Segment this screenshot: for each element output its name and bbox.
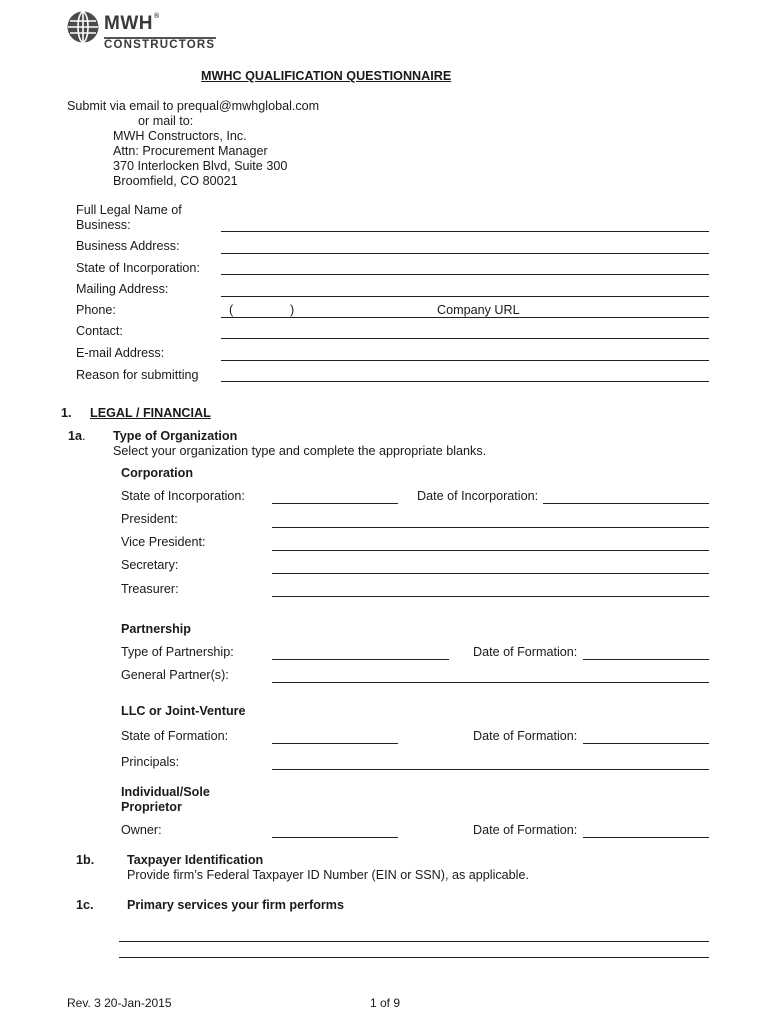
state-of-incorporation-label: State of Incorporation: [76,261,200,275]
corporation-heading: Corporation [121,466,194,480]
contact-field[interactable] [221,338,709,339]
question-number: 1b. [76,853,95,867]
partnership-type-label: Type of Partnership: [121,645,234,659]
reason-field[interactable] [221,381,709,382]
mailing-address-line: 370 Interlocken Blvd, Suite 300 [113,159,288,173]
page-title: MWHC QUALIFICATION QUESTIONNAIRE [201,69,452,83]
question-number [68,429,86,443]
llc-principals-label: Principals: [121,755,180,769]
full-legal-name-field[interactable] [221,231,709,232]
llc-date-label: Date of Formation: [473,729,578,743]
page-number: 1 of 9 [370,996,401,1010]
individual-owner-field[interactable] [272,837,398,838]
partnership-date-field[interactable] [583,659,709,660]
corp-vice-president-label: Vice President: [121,535,206,549]
individual-date-label: Date of Formation: [473,823,578,837]
state-of-incorporation-field[interactable] [221,274,709,275]
mailing-address-field[interactable] [221,296,709,297]
question-number: 1c. [76,898,94,912]
mailing-address-line: Attn: Procurement Manager [113,144,268,158]
phone-area-code-close: ) [290,303,295,317]
section-number: 1. [61,406,72,420]
revision-date: Rev. 3 20-Jan-2015 [67,996,172,1010]
llc-state-label: State of Formation: [121,729,229,743]
corp-secretary-field[interactable] [272,573,709,574]
email-label: E-mail Address: [76,346,165,360]
corp-treasurer-field[interactable] [272,596,709,597]
question-title: Taxpayer Identification [127,853,264,867]
corp-state-field[interactable] [272,503,398,504]
question-title: Primary services your firm performs [127,898,344,912]
individual-heading: Individual/Sole [121,785,210,799]
llc-state-field[interactable] [272,743,398,744]
phone-label: Phone: [76,303,116,317]
question-instruction: Select your organization type and complete the appropriate blanks. [113,444,487,458]
business-address-label: Business Address: [76,239,180,253]
corp-date-label: Date of Incorporation: [417,489,539,503]
services-answer-line[interactable] [119,941,709,942]
business-address-field[interactable] [221,253,709,254]
contact-label: Contact: [76,324,123,338]
mail-instruction: or mail to: [138,114,194,128]
partnership-date-label: Date of Formation: [473,645,578,659]
partnership-type-field[interactable] [272,659,449,660]
question-number-text: 1a [68,429,83,443]
individual-owner-label: Owner: [121,823,162,837]
reason-label: Reason for submitting [76,368,199,382]
corp-date-field[interactable] [543,503,709,504]
llc-date-field[interactable] [583,743,709,744]
full-legal-name-label: Full Legal Name of [76,203,182,217]
corp-secretary-label: Secretary: [121,558,179,572]
llc-heading: LLC or Joint-Venture [121,704,246,718]
email-field[interactable] [221,360,709,361]
logo-registered-mark: ® [153,13,160,20]
corp-president-field[interactable] [272,527,709,528]
phone-area-code-open: ( [229,303,234,317]
question-number-dot: . [82,429,86,443]
individual-heading-cont: Proprietor [121,800,182,814]
question-instruction: Provide firm’s Federal Taxpayer ID Number (EIN or SSN), as applicable. [127,868,529,882]
globe-logo-icon [66,10,100,44]
mailing-address-label: Mailing Address: [76,282,169,296]
corp-state-label: State of Incorporation: [121,489,245,503]
partnership-partners-field[interactable] [272,682,709,683]
logo-name: MWH [104,13,153,34]
section-title: LEGAL / FINANCIAL [90,406,211,420]
full-legal-name-label-cont: Business: [76,218,131,232]
services-answer-line[interactable] [119,957,709,958]
llc-principals-field[interactable] [272,769,709,770]
corp-vice-president-field[interactable] [272,550,709,551]
mailing-address-line: MWH Constructors, Inc. [113,129,247,143]
submit-instruction: Submit via email to prequal@mwhglobal.com [67,99,320,113]
corp-president-label: President: [121,512,178,526]
company-url-label: Company URL [437,303,520,317]
mailing-address-line: Broomfield, CO 80021 [113,174,238,188]
individual-date-field[interactable] [583,837,709,838]
partnership-heading: Partnership [121,622,191,636]
partnership-partners-label: General Partner(s): [121,668,229,682]
logo-subtitle: CONSTRUCTORS [104,39,216,51]
question-title: Type of Organization [113,429,238,443]
phone-field[interactable] [221,317,709,318]
corp-treasurer-label: Treasurer: [121,582,179,596]
